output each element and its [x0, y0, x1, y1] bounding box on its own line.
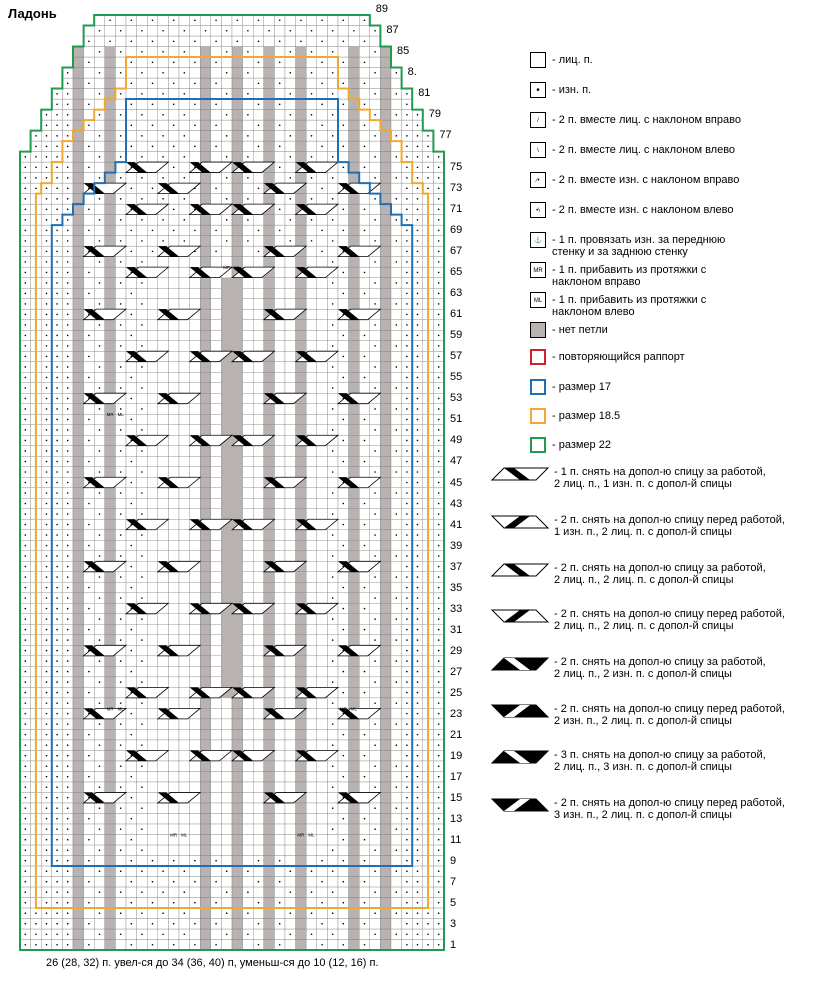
row-number: 29	[450, 644, 463, 657]
k2tog-left-icon: \	[530, 142, 546, 158]
mr-mark: MR	[297, 832, 305, 838]
ml-mark: ML	[117, 412, 124, 418]
row-number: 49	[450, 434, 463, 447]
row-number: 85	[397, 45, 410, 58]
row-number: 65	[450, 266, 463, 279]
row-number: 1	[450, 938, 457, 951]
row-number: 25	[450, 686, 463, 699]
knit-square-icon	[530, 52, 546, 68]
row-number: 69	[450, 224, 463, 237]
row-number: 19	[450, 749, 463, 762]
mr-mark: MR	[106, 706, 114, 712]
row-number: 37	[450, 560, 463, 573]
ml-mark: ML	[350, 706, 358, 712]
cable-legend-label: - 2 п. снять на допол-ю спицу за работой, 2 лиц. п., 2 изн. п. с допол-й спицы	[554, 656, 766, 680]
row-number: 63	[450, 287, 463, 300]
cable-legend-label: - 2 п. снять на допол-ю спицу за работой, 2 лиц. п., 2 лиц. п. с допол-й спицы	[554, 562, 766, 586]
cable-2-2-back-icon	[490, 562, 552, 578]
row-number: 33	[450, 602, 463, 615]
ml-mark: ML	[308, 832, 315, 838]
legend-label: - 2 п. вместе лиц. с наклоном вправо	[552, 114, 741, 126]
size185-frame-icon	[530, 408, 546, 424]
row-number: 3	[450, 917, 457, 930]
p2tog-right-icon: ⁄•	[530, 172, 546, 188]
row-number: 21	[450, 728, 463, 741]
stitch-count-note: 26 (28, 32) п. увел-ся до 34 (36, 40) п, уменьш-ся до 10 (12, 16) п.	[46, 957, 379, 969]
size22-frame-icon	[530, 437, 546, 453]
row-number: 87	[386, 24, 399, 36]
cable-3-2-back-icon	[490, 749, 552, 765]
mr-mark: MR	[223, 265, 231, 271]
cable-legend-label: - 2 п. снять на допол-ю спицу перед работой, 1 изн. п., 2 лиц. п. с допол-й спицы	[554, 514, 785, 538]
row-number: 77	[439, 129, 452, 142]
row-number: 51	[450, 413, 463, 426]
row-number: 35	[450, 581, 463, 594]
legend-label: - 2 п. вместе лиц. с наклоном влево	[552, 144, 736, 156]
row-number: 39	[450, 539, 463, 552]
legend-label: - 1 п. прибавить из протяжки с наклоном вправо	[552, 264, 707, 288]
row-number: 7	[450, 875, 457, 888]
row-number: 27	[450, 665, 463, 678]
legend-label: - размер 17	[552, 381, 611, 393]
row-number: 17	[450, 770, 463, 783]
no-stitch-icon	[530, 322, 546, 338]
cable-2-2-front-icon	[490, 608, 552, 624]
row-number: 67	[450, 245, 463, 258]
mr-mark: MR	[170, 832, 178, 838]
legend-label: - изн. п.	[552, 84, 592, 96]
row-number: 11	[450, 833, 462, 846]
repeat-frame-icon	[530, 349, 546, 365]
row-number: 73	[450, 182, 463, 195]
cable-legend-label: - 1 п. снять на допол-ю спицу за работой, 2 лиц. п., 1 изн. п. с допол-й спицы	[554, 466, 766, 490]
legend-label: - 1 п. прибавить из протяжки с наклоном влево	[552, 294, 707, 318]
row-number: 57	[450, 350, 463, 363]
twisted-purl-icon: ⚓	[530, 232, 546, 248]
ml-mark: ML	[181, 832, 188, 838]
mr-mark: MR	[106, 412, 114, 418]
row-number: 31	[450, 623, 463, 636]
grid-cells	[20, 15, 444, 950]
row-number: 8.	[407, 66, 417, 79]
cable-2-3-front-icon	[490, 797, 552, 813]
cable-2-2-front-purl-icon	[490, 703, 552, 719]
legend-label: - повторяющийся раппорт	[552, 351, 685, 363]
cable-legend-label: - 3 п. снять на допол-ю спицу за работой, 2 лиц. п., 3 изн. п. с допол-й спицы	[554, 749, 766, 773]
central-strip	[221, 278, 242, 698]
legend-label: - 2 п. вместе изн. с наклоном вправо	[552, 174, 740, 186]
row-number: 13	[450, 812, 463, 825]
row-number: 43	[450, 497, 463, 510]
row-number: 79	[428, 108, 442, 121]
row-number: 53	[450, 392, 463, 405]
k2tog-right-icon: /	[530, 112, 546, 128]
p2tog-left-icon: •\	[530, 202, 546, 218]
size17-frame-icon	[530, 379, 546, 395]
mr-increase-icon: MR	[530, 262, 546, 278]
row-number: 75	[450, 161, 463, 174]
row-number: 9	[450, 854, 457, 867]
row-number: 15	[450, 791, 463, 804]
ml-increase-icon: ML	[530, 292, 546, 308]
legend-label: - размер 22	[552, 439, 611, 451]
legend-label: - 2 п. вместе изн. с наклоном влево	[552, 204, 734, 216]
cable-legend-label: - 2 п. снять на допол-ю спицу перед работой, 3 изн. п., 2 лиц. п. с допол-й спицы	[554, 797, 785, 821]
mr-mark: MR	[339, 706, 347, 712]
legend-label: - размер 18.5	[552, 410, 621, 422]
row-number: 5	[450, 896, 457, 909]
ml-mark: ML	[234, 265, 241, 271]
purl-dot-icon: •	[530, 82, 546, 98]
row-number: 23	[450, 707, 463, 720]
legend-label: - нет петли	[552, 324, 608, 336]
row-number: 41	[450, 518, 463, 531]
row-number: 55	[450, 371, 463, 384]
chart-title: Ладонь	[8, 6, 57, 21]
cable-legend-label: - 2 п. снять на допол-ю спицу перед работой, 2 лиц. п., 2 лиц. п. с допол-й спицы	[554, 608, 785, 632]
row-number: 71	[450, 203, 463, 216]
legend-label: - 1 п. провязать изн. за переднюю стенку и за заднюю стенку	[552, 234, 726, 258]
row-number: 61	[450, 308, 463, 321]
cable-legend-label: - 2 п. снять на допол-ю спицу перед работой, 2 изн. п., 2 лиц. п. с допол-й спицы	[554, 703, 785, 727]
ml-mark: ML	[117, 706, 124, 712]
row-number: 81	[418, 87, 431, 100]
cable-2-1-front-icon	[490, 514, 552, 530]
row-number: 89	[375, 3, 389, 15]
row-number: 59	[450, 329, 463, 342]
cable-2-2-back-purl-icon	[490, 656, 552, 672]
row-number: 47	[450, 455, 463, 468]
row-number: 45	[450, 476, 463, 489]
legend-label: - лиц. п.	[552, 54, 593, 66]
cable-1-2-back-icon	[490, 466, 552, 482]
